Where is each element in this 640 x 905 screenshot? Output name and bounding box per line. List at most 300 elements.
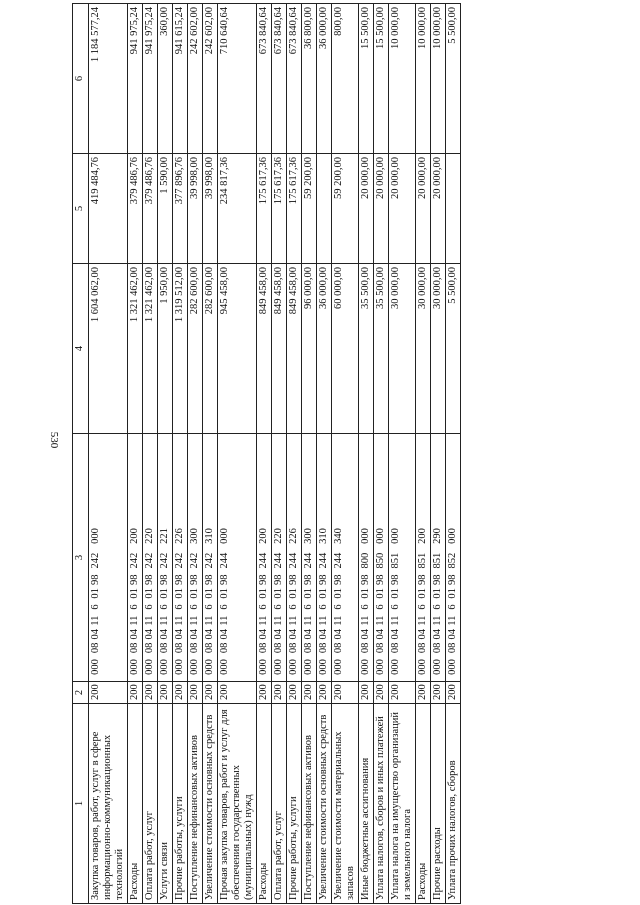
row-unexecuted-amount: 36 000,00 xyxy=(317,4,332,154)
budget-code-segment: 08 xyxy=(360,642,371,654)
budget-code-segment: 04 xyxy=(174,629,185,640)
row-budget-code xyxy=(203,434,218,682)
budget-code-segment: 98 xyxy=(144,574,155,585)
row-approved-amount: 30 000,00 xyxy=(431,264,446,434)
row-approved-amount: 96 000,00 xyxy=(302,264,317,434)
row-name: Услуги связи xyxy=(158,704,173,904)
budget-code-segment: 6 xyxy=(447,604,458,610)
row-unexecuted-amount: 36 800,00 xyxy=(302,4,317,154)
row-line-code: 200 xyxy=(416,682,431,704)
row-budget-code xyxy=(173,434,188,682)
table-row xyxy=(287,4,302,904)
budget-code-segment: 11 xyxy=(447,615,458,626)
budget-code-segment: 6 xyxy=(273,604,284,610)
row-name: Увеличение стоимости материальных запасов xyxy=(332,704,359,904)
budget-code-segment: 000 xyxy=(360,659,371,675)
budget-code-segment: 08 xyxy=(390,642,401,654)
budget-code-segment: 6 xyxy=(303,604,314,610)
row-line-code: 200 xyxy=(359,682,374,704)
row-budget-code xyxy=(257,434,272,682)
row-budget-code xyxy=(416,434,431,682)
table-row xyxy=(416,4,431,904)
budget-code-segment: 6 xyxy=(390,604,401,610)
budget-code-segment: 08 xyxy=(219,642,230,654)
row-executed-amount xyxy=(446,154,461,264)
budget-code-segment: 04 xyxy=(204,629,215,640)
budget-code-segment: 244 xyxy=(273,552,284,569)
row-approved-amount: 5 500,00 xyxy=(446,264,461,434)
budget-code-segment: 242 xyxy=(204,552,215,569)
row-unexecuted-amount: 360,00 xyxy=(158,4,173,154)
budget-code-segment: 01 xyxy=(417,588,428,599)
row-unexecuted-amount: 5 500,00 xyxy=(446,4,461,154)
budget-code-segment: 11 xyxy=(189,615,200,626)
row-unexecuted-amount: 15 500,00 xyxy=(374,4,389,154)
table-row xyxy=(317,4,332,904)
row-name: Иные бюджетные ассигнования xyxy=(359,704,374,904)
budget-code-segment: 6 xyxy=(129,604,140,610)
row-executed-amount: 175 617,36 xyxy=(287,154,302,264)
budget-code-segment: 04 xyxy=(303,629,314,640)
budget-code-segment: 221 xyxy=(159,528,170,544)
budget-code-segment: 000 xyxy=(375,659,386,675)
budget-code-segment: 08 xyxy=(417,642,428,654)
budget-code-segment: 200 xyxy=(258,528,269,544)
row-line-code: 200 xyxy=(332,682,359,704)
budget-code-segment: 000 xyxy=(318,659,329,675)
row-line-code: 200 xyxy=(431,682,446,704)
row-line-code: 200 xyxy=(143,682,158,704)
row-unexecuted-amount: 941 615,24 xyxy=(173,4,188,154)
budget-code-segment: 98 xyxy=(174,574,185,585)
row-name: Увеличение стоимости основных средств xyxy=(203,704,218,904)
row-executed-amount: 377 896,76 xyxy=(173,154,188,264)
budget-code-segment: 000 xyxy=(447,659,458,675)
budget-code-segment: 290 xyxy=(432,528,443,544)
row-unexecuted-amount: 1 184 577,24 xyxy=(89,4,128,154)
budget-code-segment: 98 xyxy=(159,574,170,585)
header-col-3: 3 xyxy=(73,434,89,682)
budget-code-segment: 310 xyxy=(204,528,215,544)
row-executed-amount: 59 200,00 xyxy=(302,154,317,264)
budget-code-segment: 01 xyxy=(189,588,200,599)
row-approved-amount: 849 458,00 xyxy=(257,264,272,434)
budget-code-segment: 851 xyxy=(417,552,428,569)
budget-code-segment: 6 xyxy=(258,604,269,610)
budget-code-segment: 01 xyxy=(219,588,230,599)
budget-code-segment: 000 xyxy=(189,659,200,675)
budget-code-segment: 11 xyxy=(432,615,443,626)
header-col-4: 4 xyxy=(73,264,89,434)
budget-code-segment: 000 xyxy=(258,659,269,675)
row-unexecuted-amount: 242 602,00 xyxy=(188,4,203,154)
budget-code-segment: 200 xyxy=(129,528,140,544)
row-name: Расходы xyxy=(128,704,143,904)
row-executed-amount: 20 000,00 xyxy=(359,154,374,264)
budget-code-segment: 04 xyxy=(333,629,344,640)
budget-code-segment: 98 xyxy=(432,574,443,585)
row-executed-amount: 379 486,76 xyxy=(128,154,143,264)
budget-code-segment: 851 xyxy=(390,552,401,569)
budget-code-segment: 08 xyxy=(273,642,284,654)
table-body xyxy=(89,4,461,904)
budget-code-segment: 01 xyxy=(375,588,386,599)
table-row xyxy=(158,4,173,904)
row-line-code: 200 xyxy=(158,682,173,704)
budget-code-segment: 98 xyxy=(390,574,401,585)
row-line-code: 200 xyxy=(89,682,128,704)
budget-code-segment: 000 xyxy=(303,659,314,675)
row-line-code: 200 xyxy=(128,682,143,704)
budget-code-segment: 08 xyxy=(288,642,299,654)
row-line-code: 200 xyxy=(302,682,317,704)
row-name: Уплата прочих налогов, сборов xyxy=(446,704,461,904)
row-line-code: 200 xyxy=(317,682,332,704)
budget-code-segment: 08 xyxy=(258,642,269,654)
budget-code-segment: 000 xyxy=(144,659,155,675)
row-name: Прочие работы, услуги xyxy=(173,704,188,904)
budget-code-segment: 000 xyxy=(288,659,299,675)
budget-table xyxy=(72,3,461,904)
row-budget-code xyxy=(89,434,128,682)
budget-code-segment: 11 xyxy=(417,615,428,626)
row-name: Расходы xyxy=(257,704,272,904)
budget-code-segment: 98 xyxy=(219,574,230,585)
budget-code-segment: 11 xyxy=(159,615,170,626)
row-unexecuted-amount: 673 840,64 xyxy=(257,4,272,154)
budget-code-segment: 6 xyxy=(432,604,443,610)
budget-code-segment: 98 xyxy=(90,574,101,585)
budget-code-segment: 01 xyxy=(432,588,443,599)
budget-code-segment: 11 xyxy=(390,615,401,626)
table-row xyxy=(359,4,374,904)
row-name: Увеличение стоимости основных средств xyxy=(317,704,332,904)
row-name: Прочая закупка товаров, работ и услуг для обеспечения государственных (муниципальных) нужд xyxy=(218,704,257,904)
header-row xyxy=(73,4,89,904)
budget-code-segment: 300 xyxy=(189,528,200,544)
row-budget-code xyxy=(374,434,389,682)
budget-code-segment: 01 xyxy=(129,588,140,599)
budget-code-segment: 242 xyxy=(144,552,155,569)
budget-code-segment: 244 xyxy=(288,552,299,569)
row-name: Прочие расходы xyxy=(431,704,446,904)
row-budget-code xyxy=(218,434,257,682)
row-budget-code xyxy=(359,434,374,682)
budget-code-segment: 08 xyxy=(303,642,314,654)
row-name: Уплата налога на имущество организаций и земельного налога xyxy=(389,704,416,904)
header-col-2: 2 xyxy=(73,682,89,704)
table-row xyxy=(143,4,158,904)
budget-code-segment: 01 xyxy=(447,588,458,599)
row-approved-amount: 1 604 062,00 xyxy=(89,264,128,434)
budget-code-segment: 04 xyxy=(219,629,230,640)
budget-code-segment: 11 xyxy=(375,615,386,626)
row-executed-amount: 175 617,36 xyxy=(272,154,287,264)
budget-code-segment: 01 xyxy=(303,588,314,599)
budget-code-segment: 98 xyxy=(273,574,284,585)
row-approved-amount: 30 000,00 xyxy=(389,264,416,434)
budget-code-segment: 98 xyxy=(333,574,344,585)
table-row xyxy=(431,4,446,904)
budget-code-segment: 08 xyxy=(144,642,155,654)
budget-code-segment: 11 xyxy=(90,615,101,626)
row-unexecuted-amount: 941 975,24 xyxy=(143,4,158,154)
budget-code-segment: 6 xyxy=(288,604,299,610)
budget-code-segment: 08 xyxy=(432,642,443,654)
budget-code-segment: 244 xyxy=(318,552,329,569)
budget-code-segment: 310 xyxy=(318,528,329,544)
row-approved-amount: 849 458,00 xyxy=(272,264,287,434)
row-name: Поступление нефинансовых активов xyxy=(302,704,317,904)
row-budget-code xyxy=(287,434,302,682)
budget-code-segment: 11 xyxy=(360,615,371,626)
row-unexecuted-amount: 15 500,00 xyxy=(359,4,374,154)
row-unexecuted-amount: 941 975,24 xyxy=(128,4,143,154)
budget-code-segment: 98 xyxy=(417,574,428,585)
row-budget-code xyxy=(188,434,203,682)
budget-code-segment: 000 xyxy=(447,528,458,544)
budget-code-segment: 01 xyxy=(288,588,299,599)
budget-code-segment: 11 xyxy=(258,615,269,626)
row-approved-amount: 282 600,00 xyxy=(203,264,218,434)
budget-code-segment: 6 xyxy=(375,604,386,610)
row-unexecuted-amount: 673 840,64 xyxy=(287,4,302,154)
budget-code-segment: 242 xyxy=(174,552,185,569)
budget-code-segment: 226 xyxy=(174,528,185,544)
row-executed-amount: 379 486,76 xyxy=(143,154,158,264)
row-approved-amount: 1 319 512,00 xyxy=(173,264,188,434)
row-executed-amount: 39 998,00 xyxy=(203,154,218,264)
budget-code-segment: 000 xyxy=(90,659,101,675)
header-col-6: 6 xyxy=(73,4,89,154)
budget-code-segment: 01 xyxy=(360,588,371,599)
budget-code-segment: 6 xyxy=(204,604,215,610)
row-line-code: 200 xyxy=(389,682,416,704)
row-executed-amount: 20 000,00 xyxy=(416,154,431,264)
budget-code-segment: 000 xyxy=(390,528,401,544)
budget-code-segment: 04 xyxy=(360,629,371,640)
row-line-code: 200 xyxy=(188,682,203,704)
row-unexecuted-amount: 242 602,00 xyxy=(203,4,218,154)
budget-code-segment: 000 xyxy=(204,659,215,675)
row-unexecuted-amount: 10 000,00 xyxy=(389,4,416,154)
row-budget-code xyxy=(143,434,158,682)
row-budget-code xyxy=(446,434,461,682)
table-row xyxy=(203,4,218,904)
budget-code-segment: 11 xyxy=(273,615,284,626)
budget-code-segment: 98 xyxy=(189,574,200,585)
budget-code-segment: 04 xyxy=(390,629,401,640)
table-row xyxy=(257,4,272,904)
row-approved-amount: 1 321 462,00 xyxy=(128,264,143,434)
budget-code-segment: 000 xyxy=(159,659,170,675)
budget-code-segment: 851 xyxy=(432,552,443,569)
budget-code-segment: 6 xyxy=(417,604,428,610)
row-line-code: 200 xyxy=(203,682,218,704)
row-approved-amount: 60 000,00 xyxy=(332,264,359,434)
table-row xyxy=(89,4,128,904)
budget-code-segment: 11 xyxy=(288,615,299,626)
budget-code-segment: 000 xyxy=(219,659,230,675)
budget-code-segment: 04 xyxy=(189,629,200,640)
budget-code-segment: 6 xyxy=(219,604,230,610)
budget-code-segment: 000 xyxy=(129,659,140,675)
budget-code-segment: 6 xyxy=(174,604,185,610)
row-unexecuted-amount: 673 840,64 xyxy=(272,4,287,154)
row-executed-amount: 20 000,00 xyxy=(389,154,416,264)
budget-code-segment: 300 xyxy=(303,528,314,544)
row-budget-code xyxy=(158,434,173,682)
table-row xyxy=(332,4,359,904)
table-row xyxy=(374,4,389,904)
row-approved-amount: 1 950,00 xyxy=(158,264,173,434)
row-approved-amount: 36 000,00 xyxy=(317,264,332,434)
row-executed-amount: 20 000,00 xyxy=(431,154,446,264)
budget-code-segment: 000 xyxy=(273,659,284,675)
budget-code-segment: 242 xyxy=(159,552,170,569)
budget-code-segment: 6 xyxy=(333,604,344,610)
budget-code-segment: 000 xyxy=(375,528,386,544)
budget-code-segment: 04 xyxy=(417,629,428,640)
budget-code-segment: 220 xyxy=(144,528,155,544)
budget-code-segment: 800 xyxy=(360,552,371,569)
budget-code-segment: 200 xyxy=(417,528,428,544)
row-name: Прочие работы, услуги xyxy=(287,704,302,904)
budget-code-segment: 04 xyxy=(258,629,269,640)
row-budget-code xyxy=(272,434,287,682)
row-line-code: 200 xyxy=(173,682,188,704)
row-budget-code xyxy=(389,434,416,682)
budget-code-segment: 08 xyxy=(375,642,386,654)
budget-code-segment: 11 xyxy=(204,615,215,626)
row-unexecuted-amount: 10 000,00 xyxy=(431,4,446,154)
row-line-code: 200 xyxy=(272,682,287,704)
budget-code-segment: 04 xyxy=(159,629,170,640)
table-row xyxy=(188,4,203,904)
row-approved-amount: 849 458,00 xyxy=(287,264,302,434)
budget-code-segment: 08 xyxy=(447,642,458,654)
row-approved-amount: 1 321 462,00 xyxy=(143,264,158,434)
row-approved-amount: 30 000,00 xyxy=(416,264,431,434)
budget-code-segment: 01 xyxy=(159,588,170,599)
budget-code-segment: 01 xyxy=(390,588,401,599)
budget-code-segment: 01 xyxy=(273,588,284,599)
budget-code-segment: 226 xyxy=(288,528,299,544)
row-name: Оплата работ, услуг xyxy=(143,704,158,904)
row-executed-amount: 20 000,00 xyxy=(374,154,389,264)
budget-code-segment: 11 xyxy=(174,615,185,626)
budget-code-segment: 08 xyxy=(318,642,329,654)
budget-code-segment: 242 xyxy=(90,552,101,569)
row-approved-amount: 282 600,00 xyxy=(188,264,203,434)
budget-code-segment: 11 xyxy=(303,615,314,626)
budget-code-segment: 98 xyxy=(258,574,269,585)
budget-code-segment: 11 xyxy=(333,615,344,626)
budget-code-segment: 242 xyxy=(189,552,200,569)
row-budget-code xyxy=(317,434,332,682)
page-number: 530 xyxy=(48,431,60,449)
budget-code-segment: 04 xyxy=(144,629,155,640)
row-executed-amount: 419 484,76 xyxy=(89,154,128,264)
budget-code-segment: 01 xyxy=(174,588,185,599)
row-line-code: 200 xyxy=(287,682,302,704)
budget-code-segment: 01 xyxy=(333,588,344,599)
row-executed-amount: 39 998,00 xyxy=(188,154,203,264)
budget-code-segment: 08 xyxy=(333,642,344,654)
row-unexecuted-amount: 800,00 xyxy=(332,4,359,154)
budget-code-segment: 01 xyxy=(258,588,269,599)
header-col-1: 1 xyxy=(73,704,89,904)
budget-code-segment: 98 xyxy=(375,574,386,585)
budget-code-segment: 98 xyxy=(447,574,458,585)
budget-code-segment: 04 xyxy=(432,629,443,640)
row-unexecuted-amount: 710 640,64 xyxy=(218,4,257,154)
budget-code-segment: 11 xyxy=(129,615,140,626)
row-name: Уплата налогов, сборов и иных платежей xyxy=(374,704,389,904)
row-unexecuted-amount: 10 000,00 xyxy=(416,4,431,154)
budget-code-segment: 98 xyxy=(129,574,140,585)
table-row xyxy=(128,4,143,904)
budget-code-segment: 98 xyxy=(360,574,371,585)
row-budget-code xyxy=(332,434,359,682)
budget-code-segment: 000 xyxy=(219,528,230,544)
budget-code-segment: 04 xyxy=(318,629,329,640)
table-row xyxy=(302,4,317,904)
budget-code-segment: 08 xyxy=(204,642,215,654)
budget-code-segment: 04 xyxy=(273,629,284,640)
budget-code-segment: 11 xyxy=(144,615,155,626)
row-name: Расходы xyxy=(416,704,431,904)
table-row xyxy=(218,4,257,904)
budget-code-segment: 08 xyxy=(189,642,200,654)
budget-code-segment: 98 xyxy=(318,574,329,585)
budget-code-segment: 244 xyxy=(303,552,314,569)
budget-code-segment: 01 xyxy=(204,588,215,599)
budget-code-segment: 04 xyxy=(129,629,140,640)
table-row xyxy=(389,4,416,904)
budget-code-segment: 244 xyxy=(258,552,269,569)
header-col-5: 5 xyxy=(73,154,89,264)
budget-code-segment: 04 xyxy=(447,629,458,640)
row-approved-amount: 945 458,00 xyxy=(218,264,257,434)
budget-code-segment: 6 xyxy=(144,604,155,610)
budget-code-segment: 850 xyxy=(375,552,386,569)
budget-code-segment: 6 xyxy=(159,604,170,610)
row-executed-amount xyxy=(317,154,332,264)
table-row xyxy=(446,4,461,904)
budget-code-segment: 04 xyxy=(288,629,299,640)
budget-code-segment: 244 xyxy=(219,552,230,569)
row-name: Оплата работ, услуг xyxy=(272,704,287,904)
table-row xyxy=(173,4,188,904)
budget-code-segment: 11 xyxy=(318,615,329,626)
budget-code-segment: 04 xyxy=(90,629,101,640)
row-line-code: 200 xyxy=(218,682,257,704)
budget-code-segment: 08 xyxy=(90,642,101,654)
budget-code-segment: 220 xyxy=(273,528,284,544)
budget-code-segment: 08 xyxy=(174,642,185,654)
budget-code-segment: 6 xyxy=(189,604,200,610)
budget-code-segment: 244 xyxy=(333,552,344,569)
budget-code-segment: 6 xyxy=(360,604,371,610)
row-budget-code xyxy=(302,434,317,682)
budget-code-segment: 01 xyxy=(318,588,329,599)
budget-code-segment: 000 xyxy=(174,659,185,675)
rotated-table-container xyxy=(72,4,628,904)
budget-code-segment: 000 xyxy=(333,659,344,675)
budget-code-segment: 000 xyxy=(390,659,401,675)
budget-code-segment: 98 xyxy=(204,574,215,585)
